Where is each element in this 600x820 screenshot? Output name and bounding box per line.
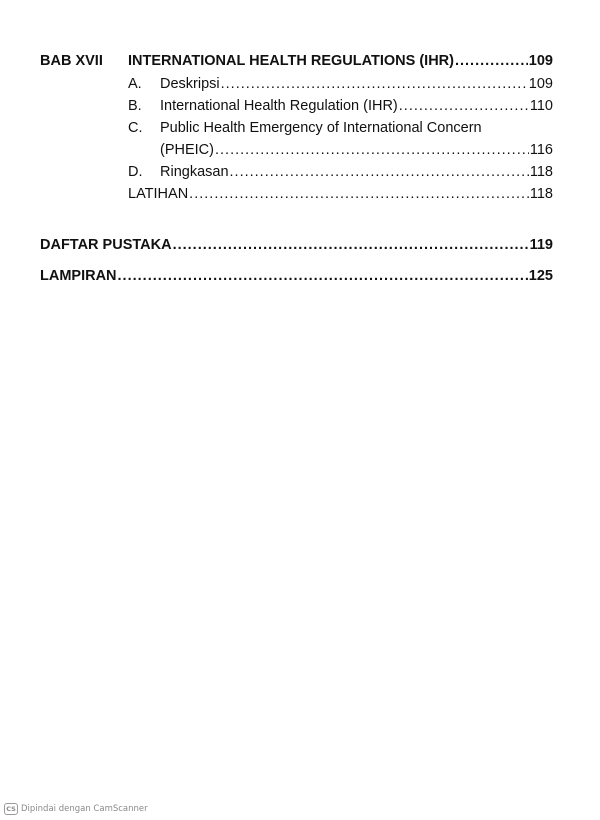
section-title: Deskripsi [160,76,220,92]
toc-entry-section-d [128,162,553,182]
toc-entry-lampiran [40,266,553,286]
daftar-pustaka-title: DAFTAR PUSTAKA [40,237,172,253]
dot-leader [230,162,529,182]
section-letter: A. [128,76,142,92]
chapter-title: INTERNATIONAL HEALTH REGULATIONS (IHR) [128,53,454,69]
section-title: Ringkasan [160,164,229,180]
camscanner-logo-icon: CS [4,803,18,815]
watermark-text: Dipindai dengan CamScanner [21,804,148,814]
page-number: 119 [529,237,553,253]
lampiran-title: LAMPIRAN [40,268,117,284]
section-letter: B. [128,98,142,114]
section-title: International Health Regulation (IHR) [160,98,398,114]
dot-leader [173,235,529,255]
page-number: 110 [529,98,553,114]
toc-entry-section-c [128,118,553,138]
section-title: Public Health Emergency of International Concern [160,120,482,136]
section-letter: D. [128,164,143,180]
scanner-watermark [4,803,148,815]
toc-entry-daftar-pustaka [40,235,553,255]
dot-leader [215,140,529,160]
section-letter: C. [128,120,143,136]
latihan-title: LATIHAN [128,186,189,202]
toc-entry-latihan [128,184,553,204]
chapter-label: BAB XVII [40,53,103,69]
page-number: 116 [529,142,553,158]
page-number: 118 [529,186,553,202]
dot-leader [189,184,529,204]
section-title-continued: (PHEIC) [160,142,214,158]
page-number: 109 [528,53,553,69]
page-number: 109 [528,76,553,92]
dot-leader [399,96,529,116]
toc-entry-section-a [128,74,553,94]
toc-entry-chapter [128,51,553,71]
dot-leader [221,74,528,94]
page-number: 118 [529,164,553,180]
toc-entry-section-b [128,96,553,116]
toc-entry-section-c-cont [160,140,553,160]
page-number: 125 [528,268,553,284]
dot-leader [455,51,528,71]
dot-leader [118,266,528,286]
